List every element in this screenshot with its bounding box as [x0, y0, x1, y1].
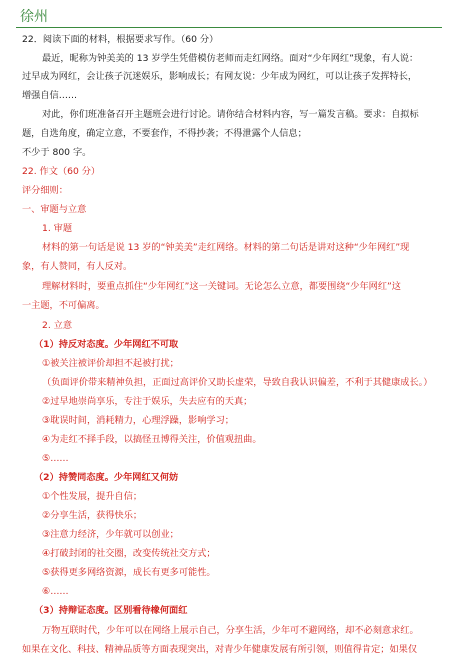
stance-1-item: ③耽误时间，消耗精力，心理浮躁，影响学习；	[42, 415, 234, 426]
material-line-2: 过早成为网红，会让孩子沉迷娱乐，影响成长；有网友说：少年成为网红，可以让孩子发挥特长，	[22, 71, 418, 82]
sub1-bold-line-2: 一主题，不可偏离。	[22, 300, 105, 311]
material-line-1: 最近，昵称为钟美美的 13 岁学生凭借模仿老师而走红网络。面对“少年网红”现象，有人说：	[42, 53, 419, 64]
stance-1-item: ④为走红不择手段，以搞怪丑博得关注，价值观扭曲。	[42, 434, 262, 445]
material-line-3: 增强自信……	[22, 90, 78, 101]
stance-1-item: ②过早地崇尚享乐，专注于娱乐，失去应有的天真；	[42, 396, 253, 407]
header-city: 徐州	[20, 9, 48, 25]
stance-3-text-line-1: 万物互联时代，少年可以在网络上展示自己，分享生活，少年可不避网络，却不必刻意求红。	[42, 625, 419, 636]
subsection-heading-1: 1. 审题	[42, 223, 73, 234]
header-divider	[16, 27, 442, 28]
stance-2-heading: （2）持赞同态度。少年网红又何妨	[34, 472, 179, 483]
answer-title: 22. 作文（60 分）	[22, 166, 101, 177]
sub1-text-line-1: 材料的第一句话是说 13 岁的“钟美美”走红网络。材料的第二句话是讲对这种“少年网红”现	[42, 242, 410, 253]
subsection-heading-2: 2. 立意	[42, 320, 73, 331]
sub1-text-line-2: 象，有人赞同，有人反对。	[22, 261, 133, 272]
rubric-label: 评分细则：	[22, 185, 68, 196]
stance-1-item: ⑤……	[42, 453, 69, 464]
sub1-bold-line-1: 理解材料时，要重点抓住“少年网红”这一关键词。无论怎么立意，都要围绕“少年网红”这	[42, 281, 401, 292]
section-heading-1: 一、审题与立意	[22, 204, 87, 215]
stance-2-item: ⑤获得更多网络资源，成长有更多可能性。	[42, 567, 216, 578]
stance-2-item: ②分享生活，获得快乐；	[42, 510, 143, 521]
stance-2-item: ③注意力经济，少年就可以创业；	[42, 529, 179, 540]
stance-3-text-line-2: 如果在文化、科技、精神品质等方面表现突出，对青少年健康发展有所引领，则值得肯定；如果仅	[22, 644, 418, 655]
question-title: 22．阅读下面的材料，根据要求写作。（60 分）	[22, 34, 219, 45]
task-line-2: 题，自选角度，确定立意，不要套作，不得抄袭；不得泄露个人信息；	[22, 128, 307, 139]
stance-2-item: ⑥……	[42, 586, 69, 597]
task-line-3: 不少于 800 字。	[22, 147, 92, 158]
stance-1-item: （负面评价带来精神负担，正面过高评价又助长虚荣，导致自我认识偏差，不利于其健康成长。）	[42, 377, 433, 388]
stance-1-item: ①被关注被评价却担不起被打扰；	[42, 358, 179, 369]
stance-3-heading: （3）持辩证态度。区别看待橡何面红	[34, 605, 188, 616]
task-line-1: 对此，你们班准备召开主题班会进行讨论。请你结合材料内容，写一篇发言稿。要求：自拟标	[42, 109, 419, 120]
stance-2-item: ①个性发展，提升自信；	[42, 491, 143, 502]
stance-1-heading: （1）持反对态度。少年网红不可取	[34, 339, 179, 350]
stance-2-item: ④打破封闭的社交圈，改变传统社交方式；	[42, 548, 216, 559]
